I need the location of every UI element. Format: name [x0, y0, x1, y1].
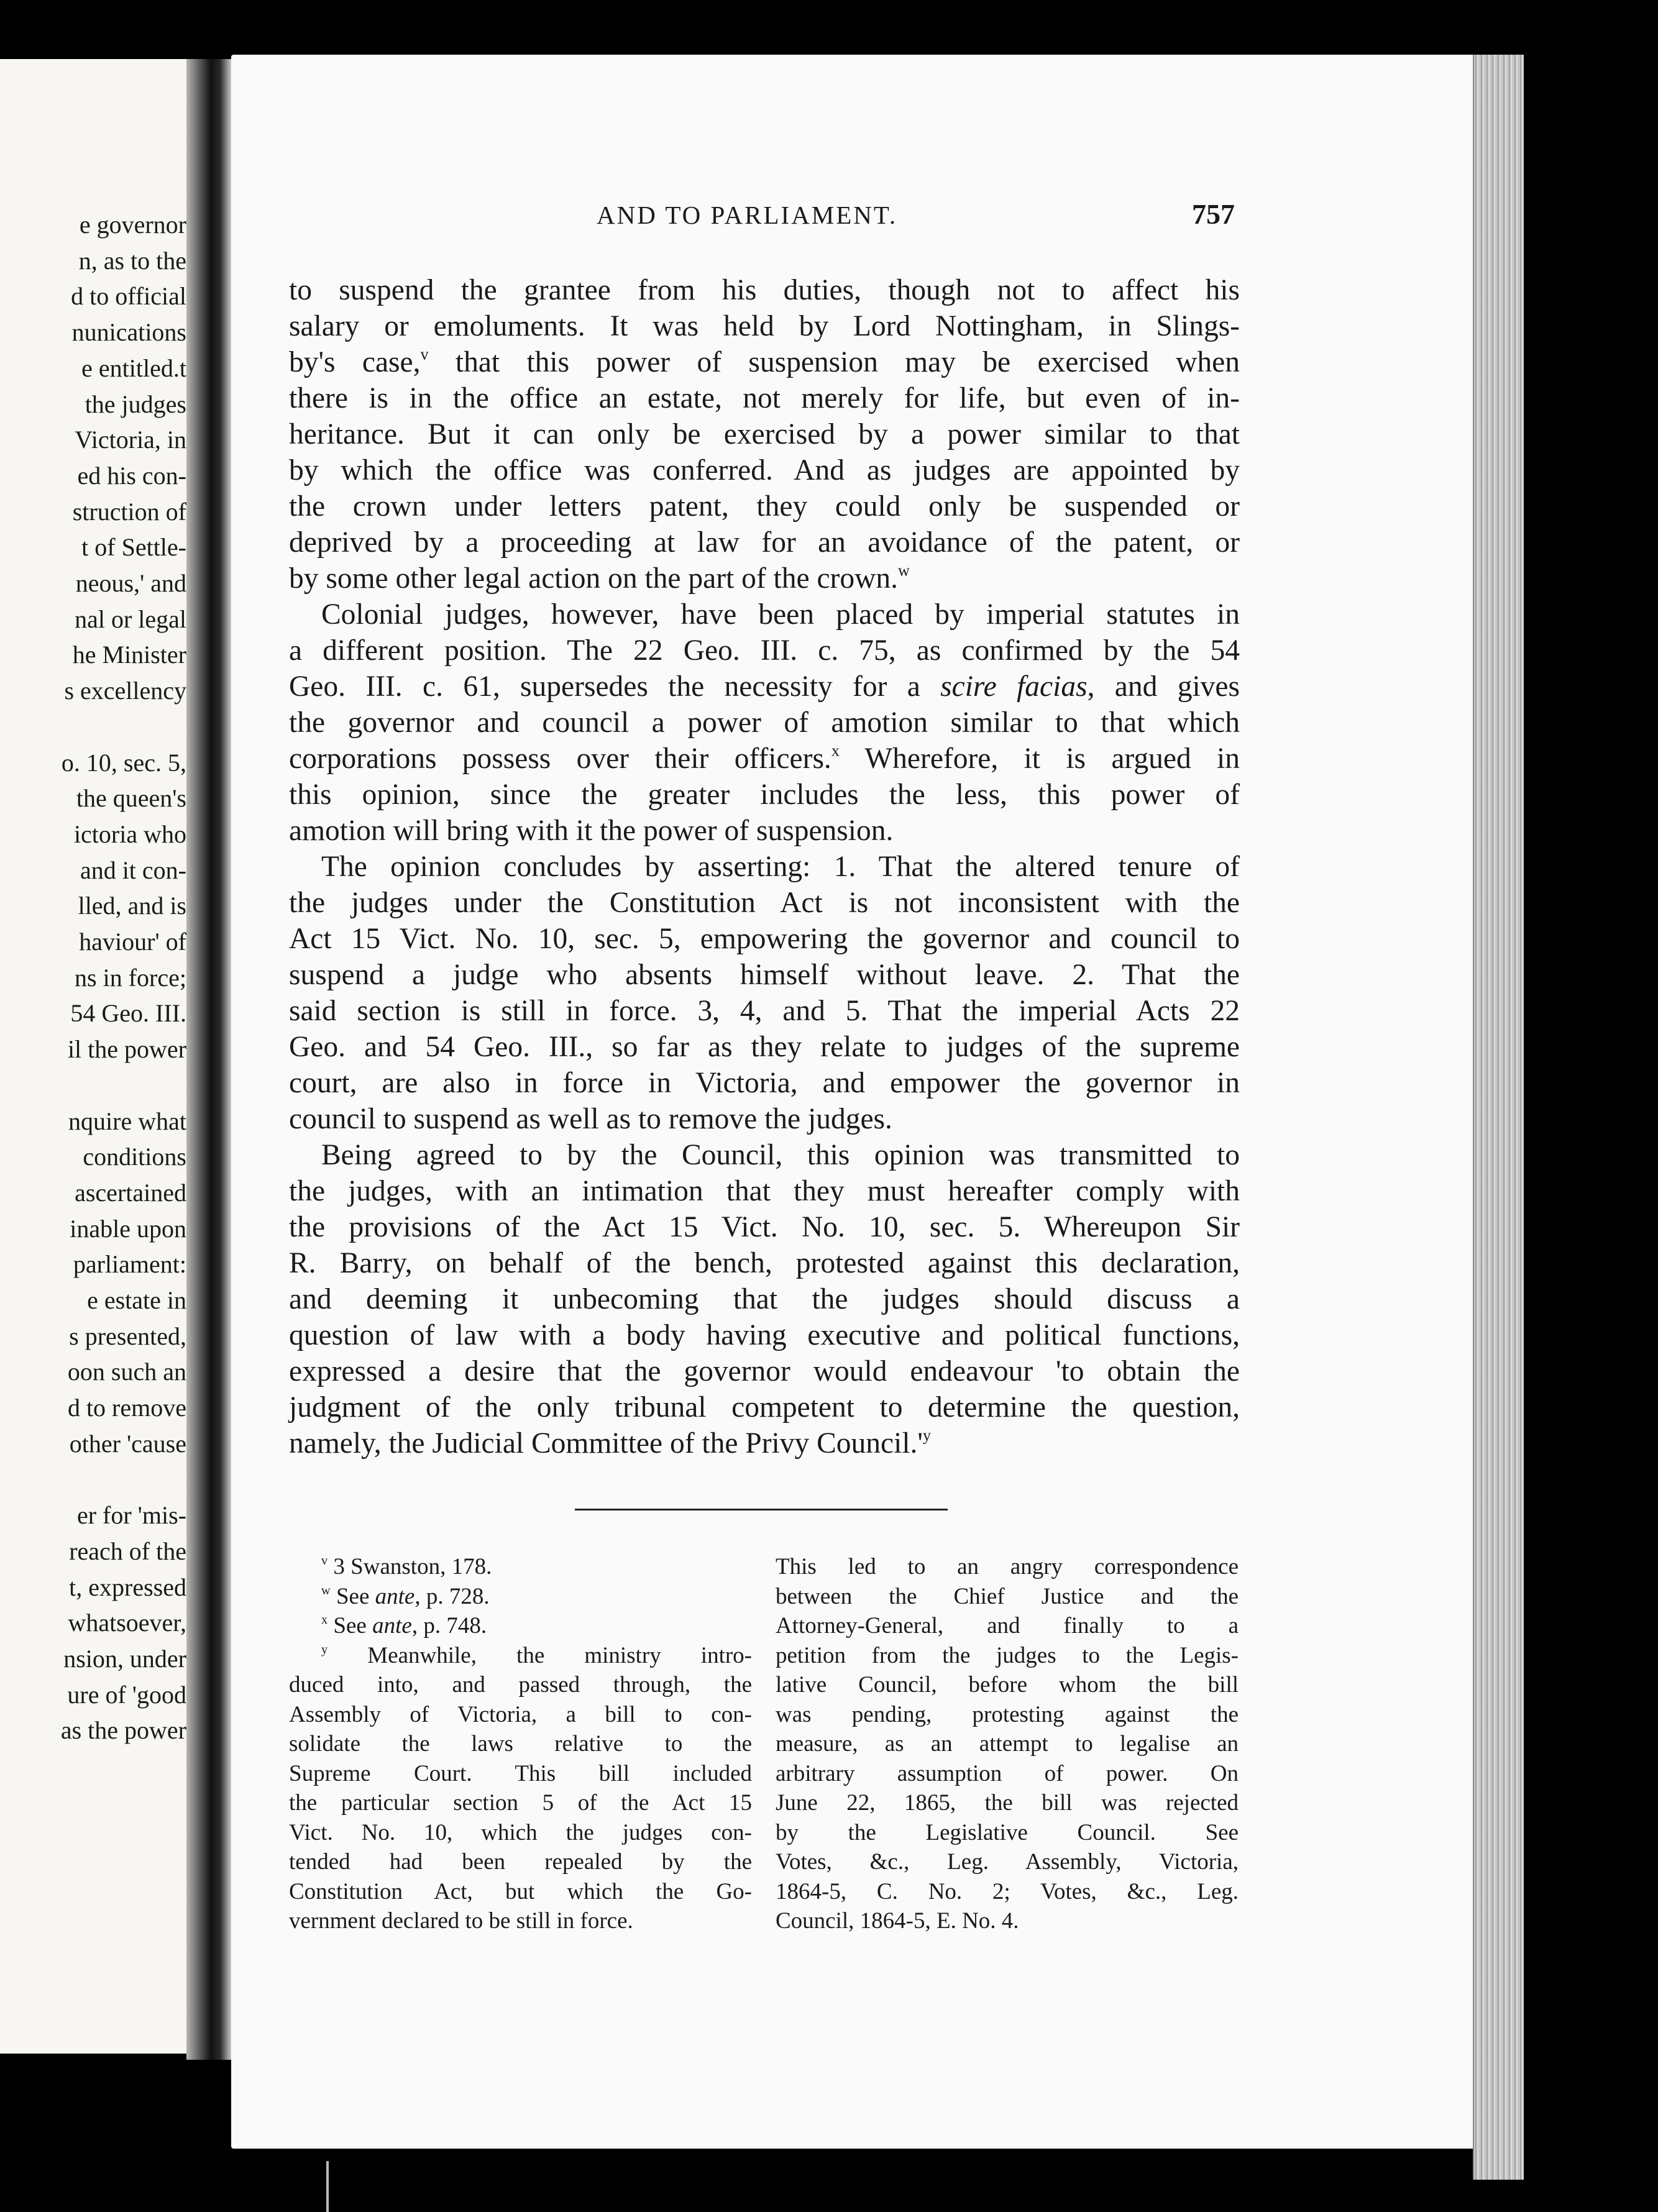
facing-page-line: e governor: [79, 211, 186, 239]
facing-page-line: e entitled.t: [81, 354, 186, 382]
facing-page-line: s excellency: [64, 677, 186, 705]
facing-page-line: the judges: [85, 390, 186, 418]
running-head: AND TO PARLIAMENT.: [597, 201, 898, 229]
facing-page-line: e estate in: [87, 1286, 186, 1314]
facing-page-line: d to remove: [67, 1394, 186, 1422]
facing-page-line: 54 Geo. III.: [70, 999, 186, 1028]
footnote-rule: [575, 1509, 948, 1510]
footnotes-right: This led to an angry correspondence between the Chief Justice and the Attorney-General, and finally to a petition from the judges to the Legis- lative Council, before whom the bill was pending, protesting against the measure, as an attempt to legalise an arbitrary assumption of power. On June 22, 1865, the bill was rejected by the Legislative Council. See Votes, &c., Leg. Assembly, Victoria, 1864-5, C. No. 2; Votes, &c., Leg. Council, 1864-5, E. No. 4.: [776, 1554, 1239, 1934]
facing-page-line: inable upon: [70, 1214, 186, 1243]
footnote-w: $^w$ See ante, p. 728.: [321, 1583, 490, 1609]
facing-page-line: ure of 'good: [67, 1680, 186, 1709]
facing-page-line: other 'cause: [69, 1429, 186, 1458]
facing-page-line: the queen's: [76, 784, 186, 813]
footnote-ref-v[interactable]: v: [420, 345, 429, 363]
scan-artifact: [326, 2161, 329, 2212]
footnote-ref-w[interactable]: w: [898, 561, 910, 580]
facing-page-line: ed his con-: [77, 461, 186, 490]
facing-page-line: t of Settle-: [81, 533, 186, 562]
facing-page-line: ascertained: [75, 1178, 186, 1207]
facing-page-line: nsion, under: [63, 1645, 186, 1673]
facing-page-line: neous,' and: [75, 569, 186, 597]
footnote-v: $^v$ 3 Swanston, 178.: [321, 1553, 492, 1579]
book-gutter: [186, 59, 231, 2060]
footnote-x: $^x$ See ante, p. 748.: [321, 1612, 487, 1638]
facing-page-line: conditions: [83, 1143, 186, 1171]
paragraph-3: The opinion concludes by asserting: 1. That the altered tenure of the judges under the Constitution Act is not inconsistent with the Act 15 Vict. No. 10, sec. 5, empowering the governor and council to suspend a judge who absents himself without leave. 2. That the said section is still in force. 3, 4, and 5. That the imperial Acts 22 Geo. and 54 Geo. III., so far as they relate to judges of the supreme court, are also in force in Victoria, and empower the governor in council to suspend as well as to remove the judges.: [289, 851, 1240, 1135]
facing-page-line: haviour' of: [79, 928, 186, 956]
paragraph-1: to suspend the grantee from his duties, though not to affect his salary or emoluments. It was held by Lord Nottingham, in Slings- by's case,$^v$ that this power of suspension may be exercised when there is in the office an estate, not merely for life, but even of in- heritance. But it can only be exercised by a power similar to that by which the office was conferred. And as judges are appointed by the crown under letters patent, they could only be suspended or deprived by a proceeding at law for an avoidance of the patent, or by some other legal action on the part of the crown.$^w$: [289, 274, 1240, 595]
facing-page-line: nunications: [71, 318, 186, 347]
facing-page-line: s presented,: [69, 1322, 186, 1350]
facing-page-line: and it con-: [80, 856, 186, 884]
footnotes-left: $^v$ 3 Swanston, 178. $^w$ See ante, p. 728. $^x$ See ante, p. 748. $^y$ Meanwhile, the ministry intro- duced into, and passed through, the Assembly of Victoria, a bill to con- solidate the laws relative to the Supreme Court. This bill included the particular section 5 of the Act 15 Vict. No. 10, which the judges con- tended had been repealed by the Constitution Act, but which the Go- vernment declared to be still in force.: [289, 1552, 752, 1936]
facing-page-line: reach of the: [69, 1537, 186, 1565]
footnote-ref-x[interactable]: x: [831, 741, 840, 760]
facing-page-line: parliament:: [73, 1250, 186, 1279]
main-text: [289, 272, 1240, 1461]
facing-page-line: nquire what: [68, 1107, 186, 1135]
facing-page-line: t, expressed: [69, 1573, 186, 1601]
page-edges: [1473, 55, 1524, 2180]
facing-page-line: lled, and is: [78, 892, 186, 920]
footnote-y: $^y$ Meanwhile, the ministry intro-: [321, 1642, 752, 1668]
facing-page-line: d to official: [71, 282, 186, 311]
page-number: 757: [1192, 198, 1235, 230]
facing-page-line: whatsoever,: [68, 1609, 186, 1637]
facing-page-line: oon such an: [67, 1358, 186, 1386]
facing-page-line: n, as to the: [78, 246, 186, 275]
facing-page-line: ictoria who: [73, 820, 186, 848]
facing-page-line: as the power: [60, 1716, 186, 1745]
facing-page-line: he Minister: [72, 641, 186, 669]
paragraph-2: Colonial judges, however, have been placed by imperial statutes in a different position. The 22 Geo. III. c. 75, as confirmed by the 54 Geo. III. c. 61, supersedes the necessity for a scire facias, and gives the governor and council a power of amotion similar to that which corporations possess over their officers.$^x$ Wherefore, it is argued in this opinion, since the greater includes the less, this power of amotion will bring with it the power of suspension.: [289, 598, 1240, 847]
facing-page-line: il the power: [67, 1035, 186, 1064]
facing-page-line: er for 'mis-: [76, 1501, 186, 1530]
paragraph-4: Being agreed to by the Council, this opinion was transmitted to the judges, with an intimation that they must hereafter comply with the provisions of the Act 15 Vict. No. 10, sec. 5. Whereupon Sir R. Barry, on behalf of the bench, protested against this declaration, and deeming it unbecoming that the judges should discuss a question of law with a body having executive and political functions, expressed a desire that the governor would endeavour 'to obtain the judgment of the only tribunal competent to determine the question, namely, the Judicial Committee of the Privy $Council.'^y$: [289, 1139, 1240, 1460]
facing-page-line: ns in force;: [75, 963, 186, 992]
facing-page-line: nal or legal: [75, 605, 186, 633]
facing-page-line: struction of: [72, 497, 186, 526]
footnote-ref-y[interactable]: y: [922, 1426, 932, 1445]
facing-page-line: o. 10, sec. 5,: [61, 748, 186, 777]
facing-page-line: Victoria, in: [75, 426, 186, 454]
